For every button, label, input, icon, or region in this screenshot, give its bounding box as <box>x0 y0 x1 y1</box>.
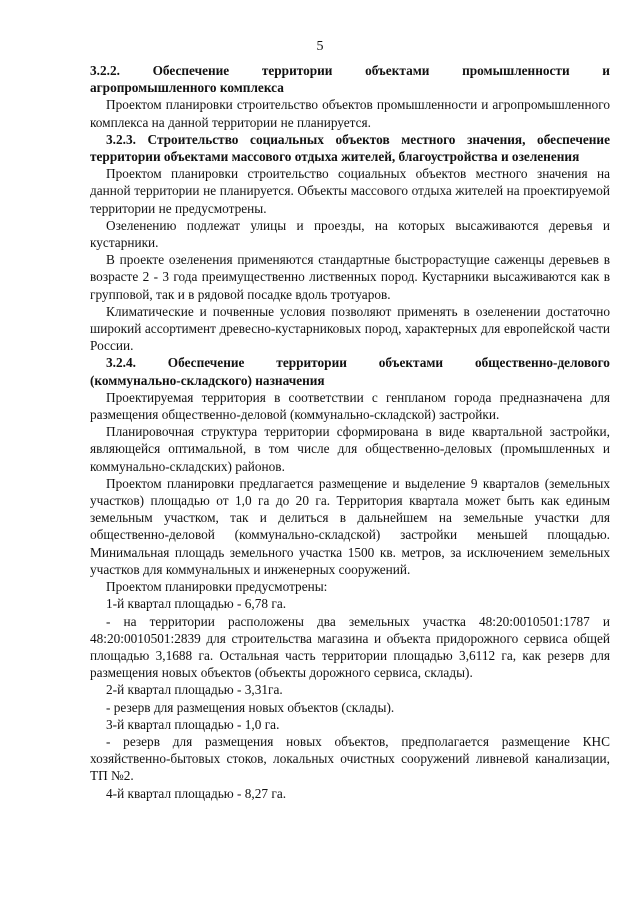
quarter-note: - резерв для размещения новых объектов (склады). <box>106 699 395 715</box>
paragraph: В проекте озеленения применяются стандартные быстрорастущие саженцы деревьев в возрасте 2 - 3 года преимущественно лиственных пород. Кустарники высаживаются как в групповой, так и в рядовой посадке вдоль тротуаров. <box>90 252 610 302</box>
quarter-item: 2-й квартал площадью - 3,31га. <box>106 682 283 698</box>
quarter-note: - резерв для размещения новых объектов, предполагается размещение КНС хозяйственно-бытовых стоков, локальных очистных сооружений ливневой канализации, ТП №2. <box>90 733 610 784</box>
heading-word: территории <box>276 355 347 371</box>
heading-word: Обеспечение <box>152 63 230 78</box>
paragraph: Проектируемая территория в соответствии с генпланом города предназначена для размещения общественно-деловой (коммунально-складской) застройки. <box>90 389 610 423</box>
heading-word: объектами <box>365 63 430 78</box>
heading-word: 3.2.4. <box>106 355 136 371</box>
paragraph: Проектом планировки предусмотрены: <box>106 579 328 595</box>
heading-word: территории <box>261 63 333 78</box>
paragraph: Проектом планировки строительство объектов промышленности и агропромышленного комплекса на данной территории не планируется. <box>90 97 610 130</box>
paragraph: Проектом планировки предлагается размещение и выделение 9 кварталов (земельных участков) площадью от 1,0 га до 20 га. Территория квартала может быть как единым земельным участком, так и делиться в дальнейшем на земельные участки для общественно-деловой (коммунально-складской) застройки меньшей площадью. Минимальная площадь земельного участка 1500 кв. метров, за исключением земельных участков для коммунальных и инженерных сооружений. <box>90 475 610 577</box>
heading-word: Обеспечение <box>167 355 245 371</box>
section-3-2-4-heading-line2: (коммунально-складского) назначения <box>90 372 325 388</box>
quarter-item: 1-й квартал площадью - 6,78 га. <box>106 596 287 612</box>
section-3-2-2-heading-line2: агропромышленного комплекса <box>90 80 284 96</box>
heading-word: объектами <box>378 355 444 371</box>
quarter-item: 3-й квартал площадью - 1,0 га. <box>106 716 280 732</box>
paragraph: Климатические и почвенные условия позволяют применять в озеленении достаточно широкий ассортимент древесно-кустарниковых пород, характерных для европейской части России. <box>90 303 610 354</box>
section-3-2-2-heading-line1 <box>90 62 610 79</box>
heading-word: 3.2.2. <box>90 63 120 78</box>
heading-word: общественно-делового <box>474 355 610 371</box>
quarter-item: 4-й квартал площадью - 8,27 га. <box>106 785 287 801</box>
section-3-2-4-heading-line1 <box>90 354 610 371</box>
paragraph: Озеленению подлежат улицы и проезды, на которых высаживаются деревья и кустарники. <box>90 217 610 251</box>
quarter-note: - на территории расположены два земельных участка 48:20:0010501:1787 и 48:20:0010501:2839 для строительства магазина и объекта придорожного сервиса общей площадью 3,1688 га. Остальная часть территории площадью 3,6112 га, как резерв для размещения новых объектов (объекты дорожного сервиса, склады). <box>90 613 610 681</box>
paragraph: Проектом планировки строительство социальных объектов местного значения на данной территории не планируется. Объекты массового отдыха жителей на проектируемой территории не предусмотрены. <box>90 166 610 216</box>
page-content <box>90 62 610 802</box>
paragraph: Планировочная структура территории сформирована в виде квартальной застройки, являющейся оптимальной, в том числе для общественно-деловых (промышленных и коммунально-складских) районов. <box>90 424 610 474</box>
section-3-2-3-heading: 3.2.3. Строительство социальных объектов местного значения, обеспечение территории объектами массового отдыха жителей, благоустройства и озеленения <box>90 131 610 165</box>
page-number: 5 <box>316 39 324 54</box>
heading-word: промышленности <box>462 63 570 78</box>
heading-word: и <box>602 63 610 78</box>
